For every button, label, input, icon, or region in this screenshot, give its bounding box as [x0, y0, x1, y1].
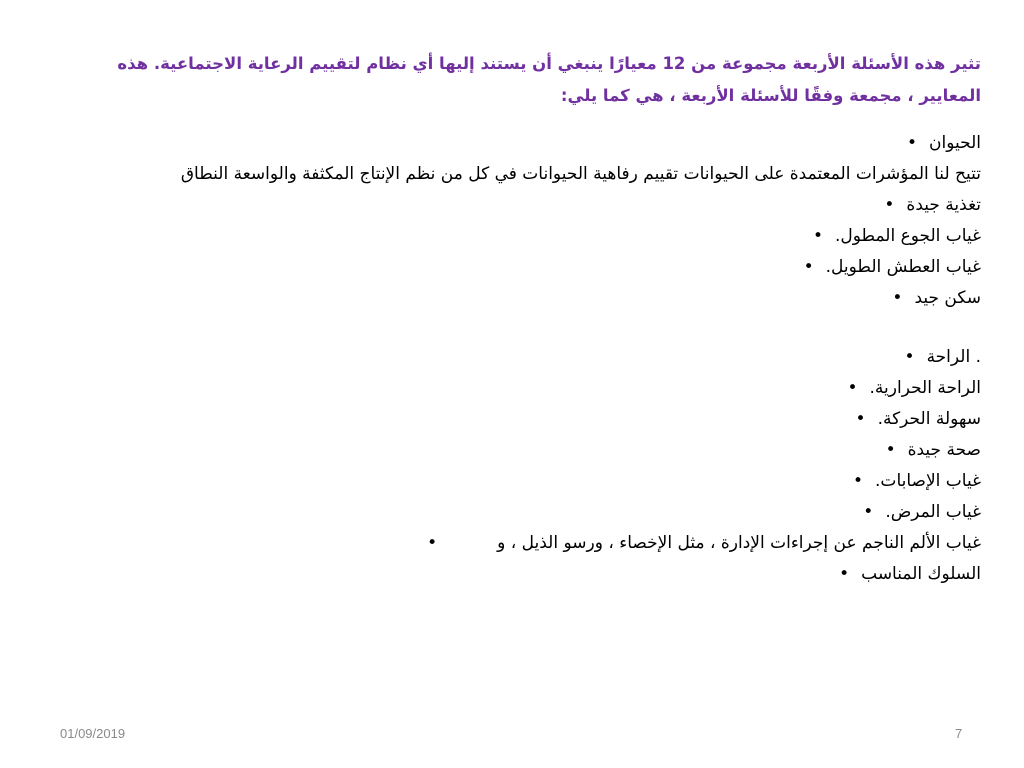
bullet-icon: • [855, 409, 866, 429]
list-item-good-health [61, 435, 981, 466]
ease-of-movement-text: سهولة الحركة. [877, 409, 981, 429]
bullet-icon: • [853, 471, 864, 491]
slide-content [61, 48, 981, 590]
page-number: 7 [955, 726, 963, 741]
thermal-comfort-text: الراحة الحرارية. [869, 378, 981, 398]
good-housing-text: سكن جيد [914, 288, 981, 308]
bullet-icon: • [863, 502, 874, 522]
no-thirst-text: غياب العطش الطويل. [825, 257, 981, 277]
list-item-no-injuries [61, 466, 981, 497]
list-item-thermal-comfort [61, 373, 981, 404]
good-feeding-text: تغذية جيدة [906, 195, 981, 215]
good-health-text: صحة جيدة [907, 440, 981, 460]
animal-description: تتيح لنا المؤشرات المعتمدة على الحيوانات تقييم رفاهية الحيوانات في كل من نظم الإنتاج المكثفة والواسعة النطاق [180, 164, 981, 184]
list-item-good-feeding [61, 190, 981, 221]
bullet-icon: • [885, 440, 896, 460]
comfort-heading [61, 342, 981, 373]
list-item-no-pain [61, 528, 981, 559]
bullet-icon: • [427, 533, 438, 553]
no-disease-text: غياب المرض. [885, 502, 981, 522]
appropriate-behaviour-text: السلوك المناسب [861, 564, 981, 584]
bullet-icon: • [812, 226, 823, 246]
footer-date: 01/09/2019 [60, 726, 126, 741]
no-injuries-text: غياب الإصابات. [875, 471, 981, 491]
bullet-icon: • [892, 288, 903, 308]
bullet-icon: • [803, 257, 814, 277]
bullet-icon: • [904, 347, 915, 367]
no-hunger-text: غياب الجوع المطول. [834, 226, 981, 246]
list-item-no-thirst [61, 252, 981, 283]
list-item-good-housing [61, 283, 981, 314]
list-item-ease-of-movement [61, 404, 981, 435]
animal-heading-text: الحيوان [929, 133, 981, 153]
bullet-icon: • [906, 133, 917, 153]
comfort-heading-text: . الراحة [926, 347, 981, 367]
bullet-icon: • [847, 378, 858, 398]
list-item-appropriate-behaviour [61, 559, 981, 590]
list-item-no-hunger [61, 221, 981, 252]
intro-paragraph: تثير هذه الأسئلة الأربعة مجموعة من 12 معيارًا ينبغي أن يستند إليها أي نظام لتقييم الرعاية الاجتماعية. هذه المعايير ، مجمعة وفقًا للأسئلة الأربعة ، هي كما يلي: [117, 54, 981, 105]
bullet-icon: • [839, 564, 850, 584]
list-item-no-disease [61, 497, 981, 528]
spacer [61, 112, 981, 128]
bullet-icon: • [884, 195, 895, 215]
animal-heading [61, 128, 981, 159]
no-pain-text: غياب الألم الناجم عن إجراءات الإدارة ، مثل الإخصاء ، ورسو الذيل ، و [497, 533, 981, 553]
